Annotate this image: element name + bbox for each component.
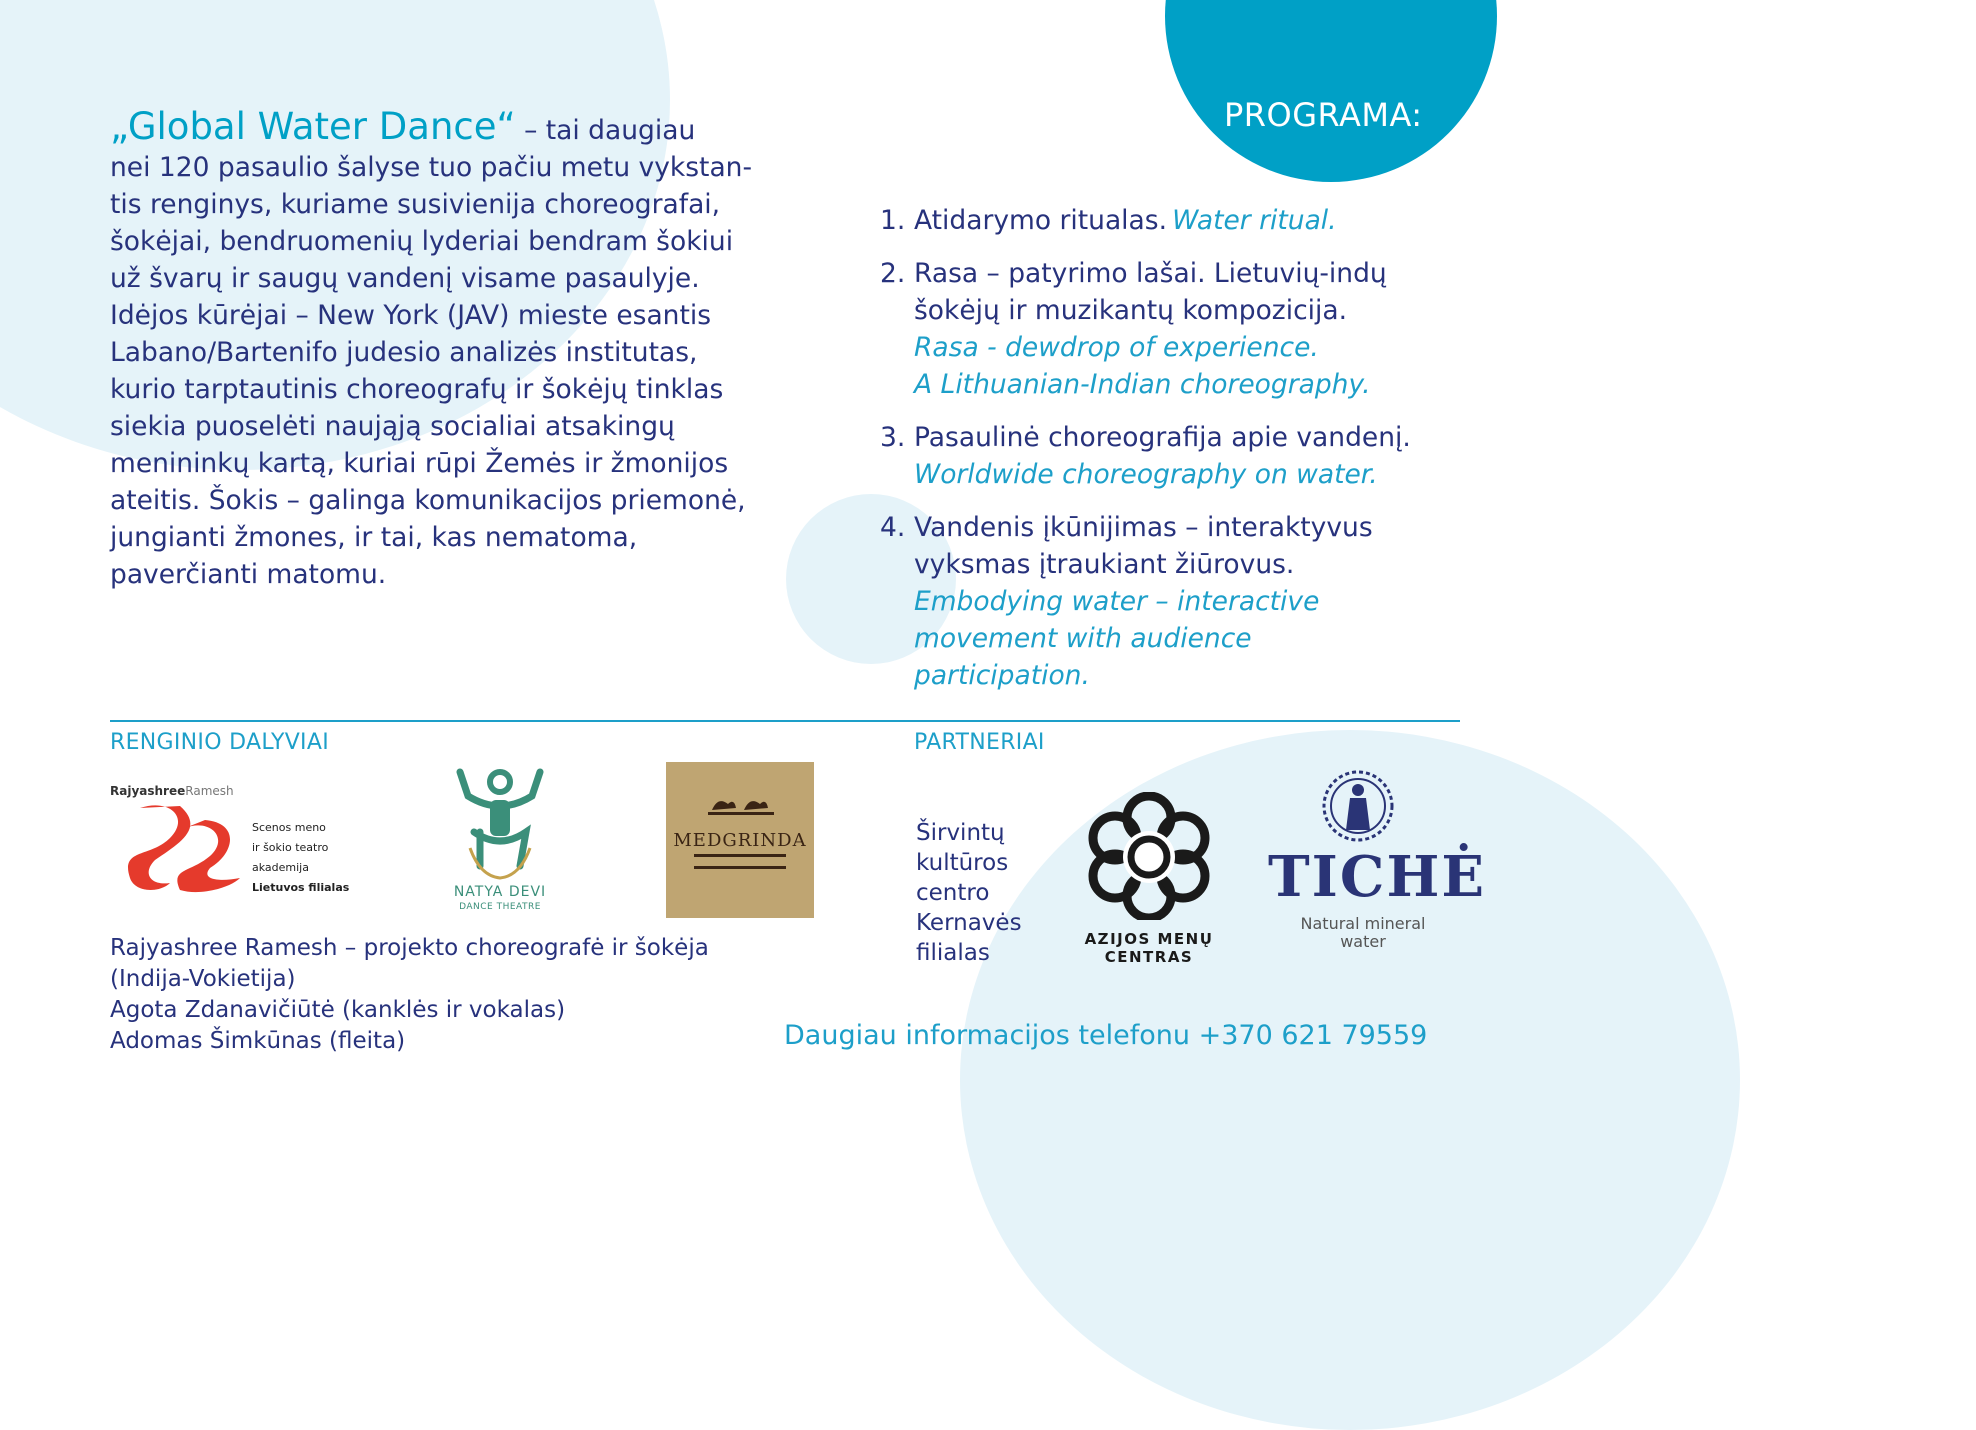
azijos-line: AZIJOS MENŲ <box>1084 930 1214 948</box>
participant-line: Adomas Šimkūnas (fleita) <box>110 1028 406 1054</box>
tiche-logo <box>1268 768 1487 958</box>
natya-devi-logo <box>440 766 560 916</box>
participants-list <box>110 933 709 1057</box>
program-item-number: 3. <box>880 422 906 453</box>
intro-line: Labano/Bartenifo judesio analizės institutas, <box>110 337 698 368</box>
intro-line: siekia puoselėti naująją socialiai atsakingų <box>110 411 675 442</box>
partners-label: PARTNERIAI <box>914 730 1045 755</box>
participant-line: Rajyashree Ramesh – projekto choreografė ir šokėja <box>110 935 709 961</box>
program-item-lt: Atidarymo ritualas. <box>914 205 1168 236</box>
program-item-en: movement with audience <box>914 623 1252 654</box>
program-item-3 <box>880 419 1500 493</box>
participant-line: Agota Zdanavičiūtė (kanklės ir vokalas) <box>110 997 566 1023</box>
intro-line: už švarų ir saugų vandenį visame pasaulyje. <box>110 263 700 294</box>
natya-devi-subtitle: DANCE THEATRE <box>459 902 541 912</box>
azijos-line: CENTRAS <box>1104 948 1194 966</box>
dancer-icon <box>450 766 550 884</box>
intro-line: ateitis. Šokis – galinga komunikacijos priemonė, <box>110 485 746 516</box>
program-item-2 <box>880 255 1500 403</box>
program-title: PROGRAMA: <box>1224 96 1423 134</box>
program-item-number: 2. <box>880 258 906 289</box>
program-item-en: Rasa - dewdrop of experience. <box>914 332 1319 363</box>
program-item-lt: Vandenis įkūnijimas – interaktyvus <box>914 512 1373 543</box>
sirvintu-line: centro <box>916 880 990 906</box>
intro-line: tis renginys, kuriame susivienija choreografai, <box>110 189 721 220</box>
program-item-en: Embodying water – interactive <box>914 586 1320 617</box>
rajyashree-ramesh-logo <box>110 782 360 900</box>
intro-line: paverčianti matomu. <box>110 559 387 590</box>
rr-logo-text: Scenos meno ir šokio teatro akademija Lietuvos filialas <box>252 821 350 894</box>
azijos-menu-centras-logo <box>1084 792 1224 972</box>
natya-devi-name: NATYA DEVI <box>453 884 547 900</box>
tiche-subtitle: water <box>1340 932 1386 951</box>
program-item-en: A Lithuanian-Indian choreography. <box>914 369 1371 400</box>
sirvintu-line: kultūros <box>916 850 1009 876</box>
birds-icon <box>706 790 776 820</box>
sirvintu-line: Kernavės <box>916 910 1022 936</box>
program-item-1 <box>880 202 1500 239</box>
tiche-emblem-icon <box>1318 768 1398 844</box>
rr-swirl-icon <box>110 798 250 898</box>
sirvintu-line: filialas <box>916 940 990 966</box>
intro-line: menininkų kartą, kuriai rūpi Žemės ir žmonijos <box>110 448 729 479</box>
program-item-number: 1. <box>880 205 906 236</box>
program-item-4 <box>880 509 1500 694</box>
sirvintu-line: Širvintų <box>916 820 1005 846</box>
program-item-en: Water ritual. <box>1172 205 1337 236</box>
intro-line: kurio tarptautinis choreografų ir šokėjų tinklas <box>110 374 724 405</box>
participants-label: RENGINIO DALYVIAI <box>110 730 329 755</box>
contact-footer: Daugiau informacijos telefonu +370 621 79559 <box>784 1020 1428 1051</box>
medgrinda-name: MEDGRINDA <box>673 830 807 851</box>
program-item-lt: vyksmas įtraukiant žiūrovus. <box>914 549 1295 580</box>
intro-line: šokėjai, bendruomenių lyderiai bendram šokiui <box>110 226 734 257</box>
participant-line: (Indija-Vokietija) <box>110 966 296 992</box>
intro-line: jungianti žmones, ir tai, kas nematoma, <box>110 522 638 553</box>
rr-logo-name: RajyashreeRamesh <box>110 784 234 798</box>
medgrinda-logo <box>666 762 814 918</box>
section-divider <box>110 720 1460 722</box>
program-list <box>880 202 1500 710</box>
intro-line: Idėjos kūrėjai – New York (JAV) mieste esantis <box>110 300 712 331</box>
program-item-lt: šokėjų ir muzikantų kompozicija. <box>914 295 1348 326</box>
intro-line <box>110 105 840 149</box>
program-item-number: 4. <box>880 512 906 543</box>
medgrinda-rule <box>694 854 786 857</box>
program-circle <box>1165 0 1497 182</box>
program-item-lt: Rasa – patyrimo lašai. Lietuvių-indų <box>914 258 1387 289</box>
tiche-brand: TICHĖ <box>1268 844 1487 910</box>
program-item-lt: Pasaulinė choreografija apie vandenį. <box>914 422 1411 453</box>
tiche-subtitle: Natural mineral <box>1300 914 1426 933</box>
intro-line: nei 120 pasaulio šalyse tuo pačiu metu vykstan- <box>110 152 753 183</box>
program-item-en: participation. <box>914 660 1090 691</box>
intro-paragraph <box>110 105 840 593</box>
sirvintu-partner <box>916 818 1022 968</box>
program-item-en: Worldwide choreography on water. <box>914 459 1378 490</box>
flower-ring-icon <box>1086 792 1212 920</box>
intro-title: „Global Water Dance“ <box>110 105 516 148</box>
medgrinda-rule <box>694 866 786 869</box>
intro-title-tail: – tai daugiau <box>515 115 696 146</box>
